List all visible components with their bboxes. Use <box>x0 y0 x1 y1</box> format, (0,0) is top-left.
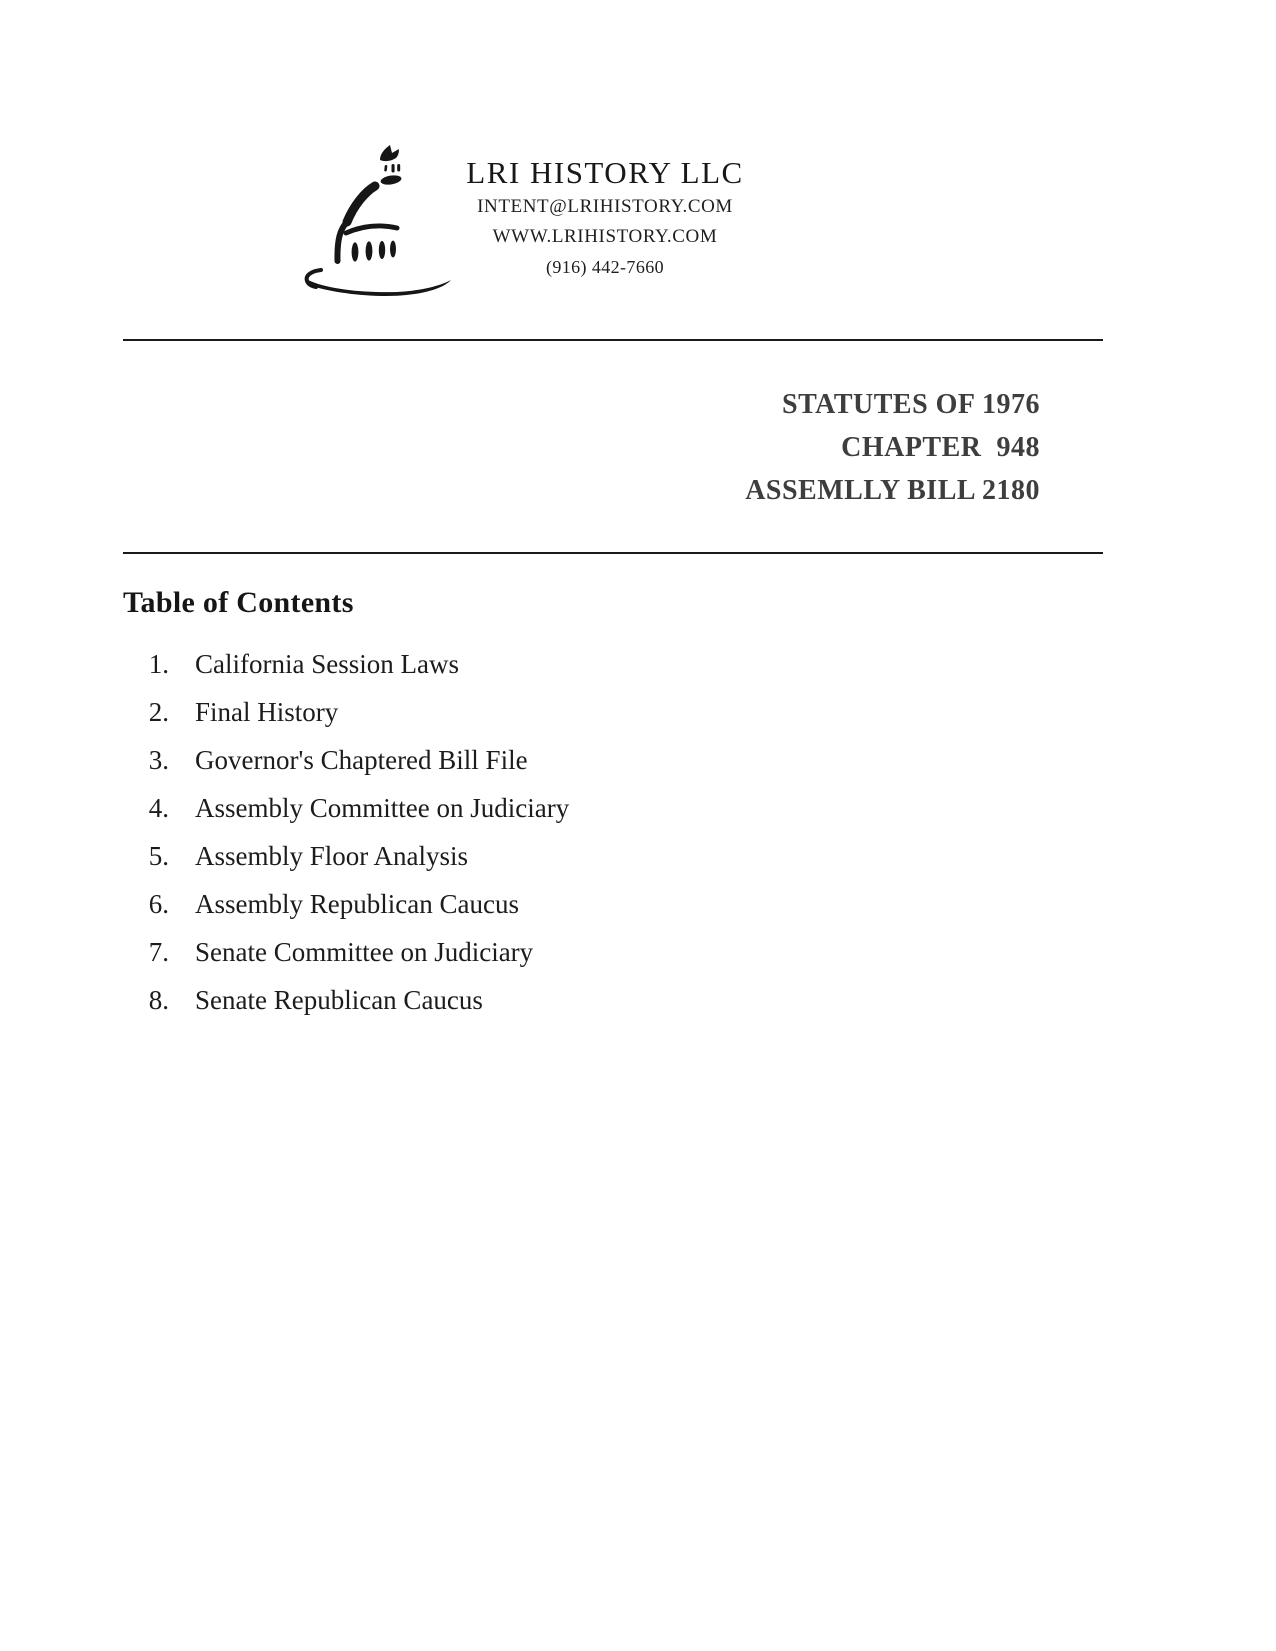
toc-item-number: 4. <box>148 793 169 823</box>
toc-item-number: 2. <box>148 697 169 727</box>
bill-line: ASSEMLLY BILL 2180 <box>745 475 1040 506</box>
toc-item-number: 3. <box>148 745 169 775</box>
toc-item-number: 8. <box>148 985 169 1015</box>
divider-bottom <box>123 552 1103 554</box>
company-email: INTENT@LRIHISTORY.COM <box>477 196 733 217</box>
company-contact-block <box>398 154 812 282</box>
toc-item-label: Assembly Committee on Judiciary <box>195 793 570 823</box>
toc-title: Table of Contents <box>123 586 354 619</box>
toc-item <box>123 697 1103 745</box>
toc-item-label: Senate Committee on Judiciary <box>195 937 534 967</box>
toc-item-label: California Session Laws <box>195 649 459 679</box>
toc-item-label: Assembly Floor Analysis <box>195 841 469 871</box>
company-website: WWW.LRIHISTORY.COM <box>492 226 718 247</box>
chapter-line: CHAPTER 948 <box>841 432 1040 463</box>
toc-item-label: Governor's Chaptered Bill File <box>195 745 528 775</box>
toc-item-label: Senate Republican Caucus <box>195 985 483 1015</box>
statutes-line: STATUTES OF 1976 <box>782 389 1040 420</box>
table-of-contents <box>123 585 1103 1033</box>
toc-item-label: Assembly Republican Caucus <box>195 889 519 919</box>
toc-list <box>123 649 1103 1033</box>
toc-item-label: Final History <box>195 697 339 727</box>
toc-item-number: 6. <box>148 889 169 919</box>
toc-item <box>123 985 1103 1033</box>
case-info-block <box>123 383 1040 512</box>
toc-item <box>123 649 1103 697</box>
toc-item-number: 7. <box>148 937 169 967</box>
company-phone: (916) 442-7660 <box>545 257 665 277</box>
toc-item <box>123 841 1103 889</box>
divider-top <box>123 339 1103 341</box>
toc-item <box>123 793 1103 841</box>
toc-item <box>123 745 1103 793</box>
toc-item-number: 1. <box>148 649 169 679</box>
toc-item-number: 5. <box>148 841 169 871</box>
company-name: LRI HISTORY LLC <box>466 155 744 190</box>
toc-item <box>123 889 1103 937</box>
toc-item <box>123 937 1103 985</box>
